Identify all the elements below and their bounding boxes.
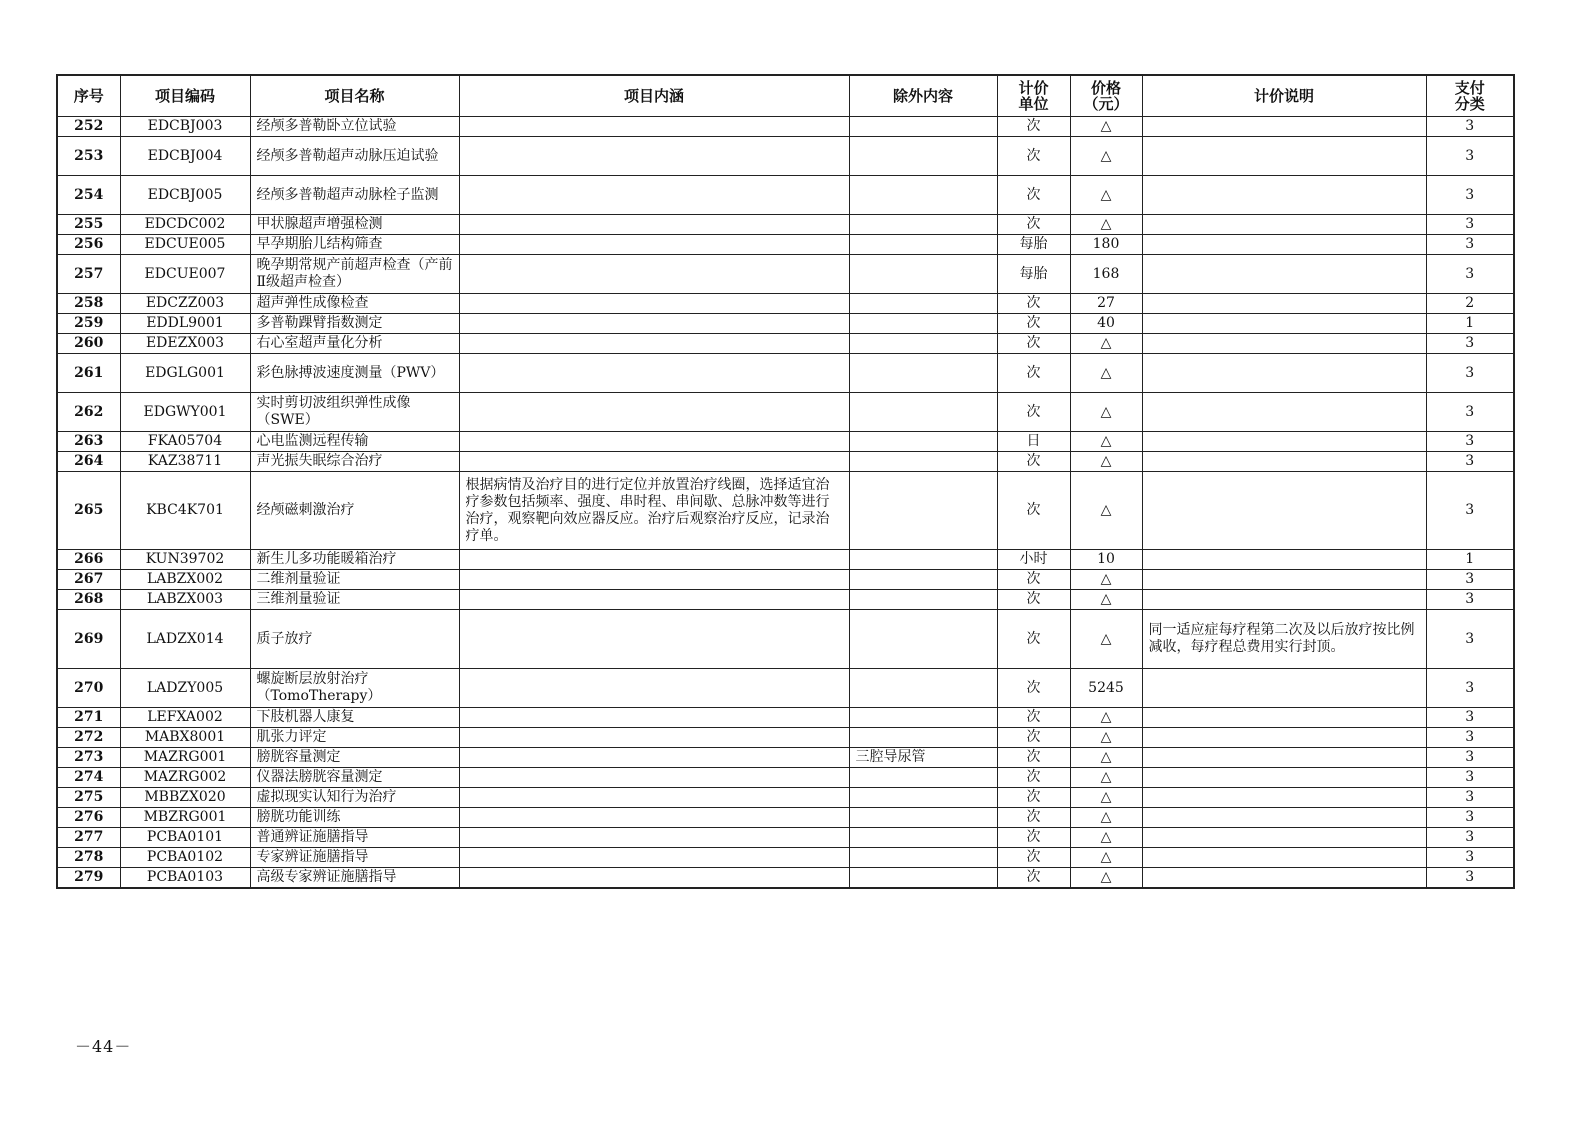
cell-code: LABZX003	[120, 590, 250, 610]
cell-price: 180	[1070, 235, 1142, 255]
cell-price: △	[1070, 848, 1142, 868]
table-row	[57, 550, 1514, 570]
cell-name: 虚拟现实认知行为治疗	[250, 788, 459, 808]
cell-note	[1142, 137, 1426, 176]
cell-excluded	[849, 117, 997, 137]
cell-seq: 262	[57, 393, 120, 432]
cell-price: △	[1070, 393, 1142, 432]
cell-pay: 3	[1426, 728, 1514, 748]
cell-content	[459, 137, 849, 176]
cell-content	[459, 176, 849, 215]
cell-name: 螺旋断层放射治疗（TomoTherapy）	[250, 669, 459, 708]
cell-pay: 3	[1426, 669, 1514, 708]
cell-name: 实时剪切波组织弹性成像（SWE）	[250, 393, 459, 432]
cell-content	[459, 828, 849, 848]
cell-excluded	[849, 393, 997, 432]
cell-unit: 次	[997, 354, 1070, 393]
cell-pay: 3	[1426, 176, 1514, 215]
cell-excluded	[849, 472, 997, 550]
cell-seq: 253	[57, 137, 120, 176]
table-row	[57, 728, 1514, 748]
cell-price: △	[1070, 748, 1142, 768]
cell-unit: 次	[997, 137, 1070, 176]
cell-price: 5245	[1070, 669, 1142, 708]
table-row	[57, 570, 1514, 590]
cell-name: 新生儿多功能暖箱治疗	[250, 550, 459, 570]
cell-seq: 254	[57, 176, 120, 215]
table-row	[57, 808, 1514, 828]
cell-excluded	[849, 550, 997, 570]
header-price-line2: （元）	[1083, 95, 1129, 113]
cell-price: △	[1070, 868, 1142, 889]
cell-price: △	[1070, 728, 1142, 748]
cell-price: △	[1070, 137, 1142, 176]
cell-name: 彩色脉搏波速度测量（PWV）	[250, 354, 459, 393]
cell-content	[459, 590, 849, 610]
cell-unit: 次	[997, 748, 1070, 768]
table-header-row	[57, 75, 1514, 117]
cell-pay: 3	[1426, 868, 1514, 889]
cell-price: △	[1070, 808, 1142, 828]
cell-unit: 次	[997, 294, 1070, 314]
cell-unit: 次	[997, 828, 1070, 848]
cell-unit: 次	[997, 728, 1070, 748]
cell-code: EDGWY001	[120, 393, 250, 432]
cell-pay: 3	[1426, 137, 1514, 176]
cell-content	[459, 848, 849, 868]
cell-seq: 278	[57, 848, 120, 868]
cell-code: EDCZZ003	[120, 294, 250, 314]
cell-seq: 277	[57, 828, 120, 848]
cell-seq: 256	[57, 235, 120, 255]
header-seq: 序号	[57, 75, 120, 117]
cell-seq: 275	[57, 788, 120, 808]
cell-unit: 次	[997, 215, 1070, 235]
cell-price: △	[1070, 354, 1142, 393]
cell-unit: 次	[997, 334, 1070, 354]
cell-note	[1142, 868, 1426, 889]
cell-seq: 279	[57, 868, 120, 889]
cell-unit: 次	[997, 868, 1070, 889]
cell-name: 经颅磁刺激治疗	[250, 472, 459, 550]
cell-note	[1142, 334, 1426, 354]
cell-seq: 263	[57, 432, 120, 452]
cell-code: LABZX002	[120, 570, 250, 590]
cell-pay: 3	[1426, 432, 1514, 452]
cell-note	[1142, 708, 1426, 728]
cell-name: 经颅多普勒超声动脉压迫试验	[250, 137, 459, 176]
cell-seq: 269	[57, 610, 120, 669]
cell-code: EDCUE005	[120, 235, 250, 255]
price-table	[56, 74, 1515, 889]
cell-unit: 小时	[997, 550, 1070, 570]
cell-excluded	[849, 255, 997, 294]
cell-unit: 次	[997, 570, 1070, 590]
cell-code: KBC4K701	[120, 472, 250, 550]
cell-seq: 273	[57, 748, 120, 768]
cell-pay: 3	[1426, 848, 1514, 868]
cell-content	[459, 255, 849, 294]
cell-pay: 3	[1426, 235, 1514, 255]
cell-content	[459, 868, 849, 889]
header-unit	[997, 75, 1070, 117]
cell-price: △	[1070, 590, 1142, 610]
cell-content	[459, 748, 849, 768]
table-row	[57, 748, 1514, 768]
cell-price: △	[1070, 432, 1142, 452]
cell-code: LEFXA002	[120, 708, 250, 728]
cell-seq: 276	[57, 808, 120, 828]
cell-note	[1142, 354, 1426, 393]
cell-unit: 次	[997, 452, 1070, 472]
cell-excluded	[849, 570, 997, 590]
header-note: 计价说明	[1142, 75, 1426, 117]
table-row	[57, 334, 1514, 354]
cell-excluded	[849, 848, 997, 868]
table-row	[57, 590, 1514, 610]
table-row	[57, 452, 1514, 472]
cell-unit: 次	[997, 848, 1070, 868]
cell-code: PCBA0102	[120, 848, 250, 868]
cell-code: LADZY005	[120, 669, 250, 708]
cell-note	[1142, 452, 1426, 472]
cell-code: EDDL9001	[120, 314, 250, 334]
cell-note	[1142, 472, 1426, 550]
cell-name: 高级专家辨证施膳指导	[250, 868, 459, 889]
table-row	[57, 354, 1514, 393]
cell-price: △	[1070, 452, 1142, 472]
cell-excluded	[849, 708, 997, 728]
cell-code: FKA05704	[120, 432, 250, 452]
header-excluded: 除外内容	[849, 75, 997, 117]
cell-name: 经颅多普勒超声动脉栓子监测	[250, 176, 459, 215]
cell-price: △	[1070, 570, 1142, 590]
cell-seq: 268	[57, 590, 120, 610]
cell-content	[459, 550, 849, 570]
cell-name: 早孕期胎儿结构筛查	[250, 235, 459, 255]
cell-note	[1142, 235, 1426, 255]
cell-code: KUN39702	[120, 550, 250, 570]
cell-price: △	[1070, 788, 1142, 808]
cell-name: 专家辨证施膳指导	[250, 848, 459, 868]
cell-unit: 次	[997, 472, 1070, 550]
cell-excluded	[849, 788, 997, 808]
cell-unit: 日	[997, 432, 1070, 452]
cell-name: 晚孕期常规产前超声检查（产前Ⅱ级超声检查）	[250, 255, 459, 294]
cell-pay: 3	[1426, 610, 1514, 669]
cell-seq: 265	[57, 472, 120, 550]
cell-unit: 次	[997, 610, 1070, 669]
cell-name: 仪器法膀胱容量测定	[250, 768, 459, 788]
cell-excluded	[849, 452, 997, 472]
cell-pay: 3	[1426, 117, 1514, 137]
table-row	[57, 432, 1514, 452]
cell-name: 肌张力评定	[250, 728, 459, 748]
cell-excluded	[849, 334, 997, 354]
cell-seq: 259	[57, 314, 120, 334]
cell-note	[1142, 294, 1426, 314]
cell-seq: 271	[57, 708, 120, 728]
cell-code: PCBA0101	[120, 828, 250, 848]
cell-pay: 3	[1426, 334, 1514, 354]
header-code: 项目编码	[120, 75, 250, 117]
cell-unit: 每胎	[997, 255, 1070, 294]
cell-name: 多普勒踝臂指数测定	[250, 314, 459, 334]
cell-note	[1142, 828, 1426, 848]
cell-note	[1142, 176, 1426, 215]
cell-unit: 次	[997, 176, 1070, 215]
cell-seq: 272	[57, 728, 120, 748]
cell-unit: 次	[997, 590, 1070, 610]
cell-code: EDCBJ003	[120, 117, 250, 137]
cell-note	[1142, 570, 1426, 590]
header-pay	[1426, 75, 1514, 117]
cell-unit: 每胎	[997, 235, 1070, 255]
cell-code: EDCUE007	[120, 255, 250, 294]
cell-unit: 次	[997, 117, 1070, 137]
cell-name: 普通辨证施膳指导	[250, 828, 459, 848]
cell-pay: 1	[1426, 550, 1514, 570]
cell-name: 下肢机器人康复	[250, 708, 459, 728]
cell-name: 二维剂量验证	[250, 570, 459, 590]
cell-code: MAZRG002	[120, 768, 250, 788]
cell-seq: 270	[57, 669, 120, 708]
header-price	[1070, 75, 1142, 117]
cell-content	[459, 570, 849, 590]
cell-note	[1142, 788, 1426, 808]
cell-name: 心电监测远程传输	[250, 432, 459, 452]
cell-excluded	[849, 768, 997, 788]
cell-unit: 次	[997, 808, 1070, 828]
cell-excluded	[849, 137, 997, 176]
cell-content	[459, 452, 849, 472]
cell-unit: 次	[997, 768, 1070, 788]
cell-pay: 3	[1426, 354, 1514, 393]
cell-price: △	[1070, 472, 1142, 550]
table-row	[57, 848, 1514, 868]
table-row	[57, 788, 1514, 808]
cell-note	[1142, 215, 1426, 235]
cell-note	[1142, 728, 1426, 748]
cell-excluded	[849, 610, 997, 669]
cell-seq: 252	[57, 117, 120, 137]
cell-seq: 261	[57, 354, 120, 393]
cell-name: 超声弹性成像检查	[250, 294, 459, 314]
cell-code: KAZ38711	[120, 452, 250, 472]
cell-content	[459, 235, 849, 255]
cell-excluded	[849, 868, 997, 889]
cell-content	[459, 768, 849, 788]
cell-note	[1142, 590, 1426, 610]
cell-price: △	[1070, 828, 1142, 848]
cell-excluded	[849, 828, 997, 848]
cell-note	[1142, 669, 1426, 708]
cell-content	[459, 117, 849, 137]
table-row	[57, 868, 1514, 889]
cell-code: EDEZX003	[120, 334, 250, 354]
cell-price: △	[1070, 334, 1142, 354]
cell-unit: 次	[997, 708, 1070, 728]
cell-content	[459, 432, 849, 452]
cell-excluded: 三腔导尿管	[849, 748, 997, 768]
cell-code: MABX8001	[120, 728, 250, 748]
cell-note	[1142, 768, 1426, 788]
cell-excluded	[849, 294, 997, 314]
cell-price: △	[1070, 215, 1142, 235]
table-row	[57, 828, 1514, 848]
cell-pay: 3	[1426, 808, 1514, 828]
header-unit-line1: 计价	[1018, 79, 1049, 97]
cell-pay: 3	[1426, 768, 1514, 788]
cell-content	[459, 728, 849, 748]
cell-excluded	[849, 235, 997, 255]
cell-code: MBBZX020	[120, 788, 250, 808]
cell-pay: 3	[1426, 828, 1514, 848]
cell-pay: 1	[1426, 314, 1514, 334]
cell-content	[459, 393, 849, 432]
cell-seq: 266	[57, 550, 120, 570]
cell-content	[459, 294, 849, 314]
cell-price: △	[1070, 176, 1142, 215]
cell-code: EDCBJ004	[120, 137, 250, 176]
table-row	[57, 235, 1514, 255]
cell-pay: 3	[1426, 215, 1514, 235]
cell-excluded	[849, 314, 997, 334]
cell-price: △	[1070, 610, 1142, 669]
cell-seq: 264	[57, 452, 120, 472]
cell-excluded	[849, 728, 997, 748]
cell-note	[1142, 117, 1426, 137]
cell-name: 甲状腺超声增强检测	[250, 215, 459, 235]
cell-seq: 274	[57, 768, 120, 788]
cell-note	[1142, 848, 1426, 868]
cell-content	[459, 610, 849, 669]
cell-pay: 3	[1426, 748, 1514, 768]
cell-seq: 257	[57, 255, 120, 294]
cell-note	[1142, 255, 1426, 294]
cell-code: EDCDC002	[120, 215, 250, 235]
cell-excluded	[849, 808, 997, 828]
cell-name: 膀胱容量测定	[250, 748, 459, 768]
cell-note	[1142, 748, 1426, 768]
cell-note	[1142, 550, 1426, 570]
header-content: 项目内涵	[459, 75, 849, 117]
table-row	[57, 472, 1514, 550]
cell-pay: 3	[1426, 708, 1514, 728]
cell-note	[1142, 314, 1426, 334]
cell-note	[1142, 393, 1426, 432]
cell-content: 根据病情及治疗目的进行定位并放置治疗线圈，选择适宜治疗参数包括频率、强度、串时程、串间歇、总脉冲数等进行治疗，观察靶向效应器反应。治疗后观察治疗反应，记录治疗单。	[459, 472, 849, 550]
cell-price: 40	[1070, 314, 1142, 334]
cell-excluded	[849, 669, 997, 708]
cell-excluded	[849, 215, 997, 235]
page-number: －44－	[75, 1037, 132, 1056]
cell-pay: 3	[1426, 393, 1514, 432]
table-row	[57, 669, 1514, 708]
table-row	[57, 215, 1514, 235]
cell-price: 10	[1070, 550, 1142, 570]
cell-seq: 258	[57, 294, 120, 314]
cell-name: 三维剂量验证	[250, 590, 459, 610]
cell-price: 27	[1070, 294, 1142, 314]
cell-name: 膀胱功能训练	[250, 808, 459, 828]
cell-seq: 260	[57, 334, 120, 354]
cell-price: △	[1070, 708, 1142, 728]
cell-note	[1142, 432, 1426, 452]
table-row	[57, 255, 1514, 294]
cell-pay: 3	[1426, 452, 1514, 472]
cell-note	[1142, 808, 1426, 828]
cell-price: △	[1070, 117, 1142, 137]
cell-code: LADZX014	[120, 610, 250, 669]
cell-pay: 3	[1426, 255, 1514, 294]
table-row	[57, 708, 1514, 728]
cell-excluded	[849, 432, 997, 452]
table-row	[57, 117, 1514, 137]
cell-name: 经颅多普勒卧立位试验	[250, 117, 459, 137]
table-row	[57, 137, 1514, 176]
cell-content	[459, 808, 849, 828]
cell-code: EDGLG001	[120, 354, 250, 393]
cell-pay: 2	[1426, 294, 1514, 314]
cell-unit: 次	[997, 788, 1070, 808]
cell-content	[459, 708, 849, 728]
cell-content	[459, 788, 849, 808]
cell-note: 同一适应症每疗程第二次及以后放疗按比例减收，每疗程总费用实行封顶。	[1142, 610, 1426, 669]
cell-unit: 次	[997, 393, 1070, 432]
cell-pay: 3	[1426, 472, 1514, 550]
cell-unit: 次	[997, 669, 1070, 708]
cell-content	[459, 215, 849, 235]
cell-name: 右心室超声量化分析	[250, 334, 459, 354]
cell-code: MBZRG001	[120, 808, 250, 828]
cell-name: 声光振失眠综合治疗	[250, 452, 459, 472]
cell-price: 168	[1070, 255, 1142, 294]
cell-seq: 267	[57, 570, 120, 590]
cell-name: 质子放疗	[250, 610, 459, 669]
cell-content	[459, 669, 849, 708]
table-row	[57, 768, 1514, 788]
cell-excluded	[849, 354, 997, 393]
cell-pay: 3	[1426, 590, 1514, 610]
cell-price: △	[1070, 768, 1142, 788]
cell-content	[459, 314, 849, 334]
header-unit-line2: 单位	[1018, 95, 1049, 113]
header-pay-line2: 分类	[1454, 95, 1485, 113]
cell-code: PCBA0103	[120, 868, 250, 889]
cell-code: MAZRG001	[120, 748, 250, 768]
cell-code: EDCBJ005	[120, 176, 250, 215]
cell-pay: 3	[1426, 570, 1514, 590]
table-row	[57, 294, 1514, 314]
table-row	[57, 610, 1514, 669]
header-pay-line1: 支付	[1454, 79, 1485, 97]
header-price-line1: 价格	[1090, 79, 1121, 97]
table-row	[57, 393, 1514, 432]
table-row	[57, 176, 1514, 215]
cell-pay: 3	[1426, 788, 1514, 808]
cell-content	[459, 334, 849, 354]
table-body	[57, 117, 1514, 889]
header-name: 项目名称	[250, 75, 459, 117]
cell-unit: 次	[997, 314, 1070, 334]
cell-excluded	[849, 176, 997, 215]
cell-content	[459, 354, 849, 393]
cell-excluded	[849, 590, 997, 610]
table-row	[57, 314, 1514, 334]
cell-seq: 255	[57, 215, 120, 235]
